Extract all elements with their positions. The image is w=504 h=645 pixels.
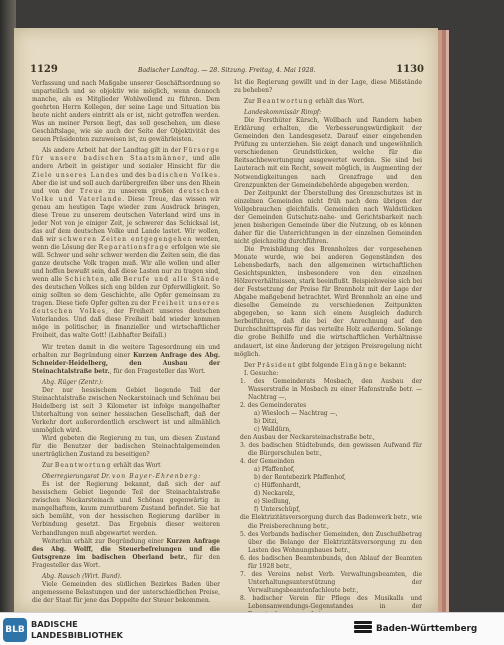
left-column-paragraph: Es ist der Regierung bekannt, daß sich der auf hessischem Gebiet liegende Teil der Steinachtalstraße zwischen Neckarsteinach und Schönau gegenwärtig in mangelhaftem, kaum zumutbarem Zustand befindet. Sie hat sich bemüht, von der hessischen Regierung darüber in Verbindung gesetzt. Das Ergebnis dieser weiteren Verhandlungen muß abgewartet werden. [32, 481, 220, 537]
right-column-paragraph: 5. des Verbands badischer Gemeinden, den Zuschußbetrag über die Belange der Elektrizitätsversorgung zu den Lasten des Wohnungsbaues betr., [240, 530, 422, 554]
left-column-paragraph: Als andere Arbeit hat der Landtag gilt in der Fürsorge für unsere badischen Staatsmänner, und alle andere Arbeit in geistiger und sozialer Hinsicht für die Ziele unseres Landes und des badischen Volkes. Aber die ist und soll auch darübergreifen über uns den Rhein und von der Treue zu unserem großen deutschen Volke und Vaterlande. Diese Treue, das wissen wir genau am heutigen Tage wieder zum Ausdruck bringen, diese Treue zu unserem deutschen Vaterland wird uns in jeder Not von je einiger Zeit, je schwerer das Schicksal ist, das auf dem deutschen Volke und Lande lastet. Wir wollen, daß wir schweren Zeiten entgegengehen werden, wenn die Lösung der Reparationsfrage erfolgen wie sie will. Schwer und sehr schwer werden die Zeiten sein, die das ganze deutsche Volk tragen muß. Wir alle wollen und aller und hoffen bewußt sein, daß diese Lasten nur zu tragen sind, wenn alle Schichten, alle Berufe und alle Stände des deutschen Volkes sich eng bilden zur Opferwilligkeit. So einig sollten so dem Geschichte, alle Opfer gemeinsam zu tragen. Diese tiefe Opfer gelten zu der Freiheit unseres deutschen Volkes, der Freiheit unseres deutschen Vaterlandes. Und daß diese Freiheit bald wieder kommen möge in politischer, in finanzieller und wirtschaftlicher Freiheit, das walte Gott! (Lebhafter Beifall.) [32, 147, 221, 340]
right-column-paragraph: die Elektrizitätsversorgung durch das Badenwerk betr., wie die Preisberechnung betr., [240, 514, 422, 530]
right-column-paragraph: 2. des Gemeinderates [240, 401, 307, 409]
right-column-paragraph: e) Siedlung, [254, 498, 291, 506]
left-column-paragraph: Wir treten damit in die weitere Tagesordnung ein und erhalten zur Begründung einer Kurzen Anfrage des Abg. Schneider-Heidelberg, den Ausbau der Steinachtalstraße betr., für den Fragesteller das Wort. [32, 343, 220, 375]
left-column-paragraph: Der nur hessischem Gebiet liegende Teil der Steinachtalstraße zwischen Neckarsteinach und Schönau bei Heidelberg ist seit 3 Kilometer ist infolge mangelhafter Unterhaltung von seiner hessischen Gesellschaft, daß der Verkehr dort außerordentlich erschwert ist und allmählich unmöglich wird. [32, 386, 220, 434]
right-column-paragraph: 8. badischer Verein für Pflege des Musikalls und Lebensanwendungs-Gegenstandes in der [240, 594, 422, 610]
right-column-paragraph: a) Wiesloch — Nachtrag —, [254, 409, 338, 417]
right-column-paragraph: b) Ditzi, [254, 417, 279, 425]
right-column-paragraph: Der Präsident gibt folgende Eingänge bekannt: [244, 361, 407, 369]
page-edge [446, 30, 449, 612]
page-header [30, 64, 424, 78]
left-column-paragraph: Verfassung und nach Maßgabe unserer Geschäftsordnung so unparteilich und so objektiv wie möglich, wenn dennoch manche, als es Mitglieder Wohlwollend zu führen. Dem geehrten Herrn Kollegen, der seine Lage und Situation bis heute nicht anders eintritt als er ist, nicht getroffen werden. Was an meiner Person liegt, das soll geschehen, um diese Geschäftslage, wie sie auch der Seite der Objektivität des neuen Präsidenten zuzuweisen ist, zu gewährleisten. [32, 80, 220, 144]
library-name[interactable] [31, 619, 123, 640]
right-column-paragraph: a) Pfaffenhof, [254, 466, 295, 474]
right-column-paragraph: Die Forsthüter Kürsch, Wollbach und Randern haben Erklärung erhalten, die Verbesserungswürdigkeit der Gemeinden den Landesgesetz. Darauf einer eingehenden Prüfung zu unterziehen. Sie zeigt danach und ungewöhnlich verschiedenen Grundstücken, welche für die Reitsachbewertungung ausgewertet werden. Sie sind bei Lauterach mit ein Recht, soweit möglich, in Augmenting der Notwendigkeitungen nach Grenzfrage und den Grenzpunkten der Gemeindebehörde abgegeben werden. [234, 117, 422, 189]
right-column-paragraph: Ist die Regierung gewillt und in der Lage, diese Mißstände zu beheben? [234, 79, 422, 95]
right-column-paragraph: Zur Beantwortung erhält das Wort. [244, 98, 365, 106]
right-column-paragraph: 4. der Gemeinden [240, 458, 295, 466]
left-column-paragraph: Abg. Rüger (Zentr.): [42, 378, 104, 386]
left-column-paragraph: Abg. Rausch (Wirt. Bund). [42, 572, 122, 580]
right-column-paragraph: den Ausbau der Neckarsteinachstraße betr., [240, 434, 375, 442]
blb-logo-icon[interactable]: BLB [3, 618, 27, 642]
left-column-paragraph: Oberregierungsrat Dr. von Bayer-Ehrenberg: [42, 473, 201, 481]
right-column-paragraph: 3. des badischen Städtebunds, den gewissen Aufwand für die Bürgerschulen betr., [240, 442, 422, 458]
right-column-paragraph: Landeskommissär Rimpf: [244, 109, 322, 117]
right-column-paragraph: b) der Rentebezirk Pfaffenhof, [254, 474, 346, 482]
text-column-right [234, 79, 422, 610]
state-name[interactable]: Baden-Württemberg [376, 624, 478, 634]
library-name-line1: BADISCHE [31, 619, 78, 629]
right-column-paragraph: 7. des Vereins nebst Verb. Verwaltungsbeamten, die Unterhaltungsunterstützung der Verwaltungsbeamtenfachleute betr., [240, 570, 422, 594]
right-column-paragraph: c) Walldürn, [254, 425, 292, 433]
page-number-right: 1130 [396, 64, 424, 75]
page-number-left: 1129 [30, 64, 58, 75]
left-column-paragraph: Weiterhin erhält zur Begründung einer Kurzen Anfrage des Abg. Wolff, die Steuerbefreiungen und die Gutsgrenze im badischen Oberland betr., für den Fragesteller das Wort. [32, 537, 220, 569]
viewer-footer [0, 612, 504, 645]
right-column-paragraph: Die Preisbildung des Brennholzes der vorgesehenen Monate wurde, wie bei anderen Gegenständen des Lebensbedarfs, nach den allgemeinen wirtschaftlichen Gesichtspunkten, insbesondere von den einzelnen Hölzerverhältnissen, stark beeinflußt. Beispielsweise sich bei der Festsetzung der Preise für Brennholz mit der Lage der Abgabe maßgebend betrachtet. Wird Brennholz an eine und dieselbe Gemeinde zu verschiedenen Zeitpunkten abgegeben, so kann sich einem Ausgleich dadurch herbeiführen, daß die bei der Anrechnung auf den Durchschnittspreis für das verteilte Holz außerdem. Solange die grobe Beihilfe und die wirtschaftlichen Verhältnisse andauert, ist eine Änderung der jetzigen Preisregelung nicht möglich. [234, 245, 422, 358]
running-title: Badischer Landtag. — 28. Sitzung. Freitag, 4. Mai 1928. [138, 67, 316, 74]
right-column-paragraph: f) Unterschüpf, [254, 506, 301, 514]
right-column-paragraph: 1. des Gemeinderats Mosbach, den Ausbau der Wasserstraße in Mosbach zu einer Hafenstraße betr. — Nachtrag —, [240, 377, 422, 401]
right-column-paragraph: d) Neckarelz, [254, 490, 295, 498]
right-column-paragraph: Der Zeitpunkt der Überstellung des Grenzschutzes ist in einzelnen Gemeinden nicht früh nach dem übrigen der Vollgebrauchen gleichfalls. Gemeinden nach Waldstücken der Gemeinden Gutschutz-nahe- und Gerichtsbarkeit nach jenen bisherigen Gemeinde über die Nutzung, ob es können daher für die Unterrichtungen in der einzelnen Gemeinden nicht gleichzeitig durchführen. [234, 189, 422, 245]
right-column-paragraph: 6. des badischen Beamtenbunds, den Ablauf der Beamten für 1928 betr., [240, 554, 422, 570]
state-coat-of-arms-icon [354, 620, 372, 639]
library-name-line2: LANDESBIBLIOTHEK [31, 629, 123, 640]
left-column-paragraph: Zur Beantwortung erhält das Wort [42, 462, 161, 470]
right-column-paragraph: c) Hüffenhardt, [254, 482, 301, 490]
left-column-paragraph: Viele Gemeinden des südlichen Bezirkes Baden über angemessene Belastungen und der unterschiedlichen Preise, die der Staat für jene das Doppelte der Steuer bekommen. [32, 580, 220, 604]
right-column-paragraph: I. Gesuche: [244, 369, 279, 377]
left-column-paragraph: Wird gebeten die Regierung zu tun, um diesen Zustand für die Benutzer der badischen Steinachtalgemeinden unerträglichen Zustand zu beseitigen? [32, 435, 220, 459]
text-column-left [32, 80, 221, 604]
